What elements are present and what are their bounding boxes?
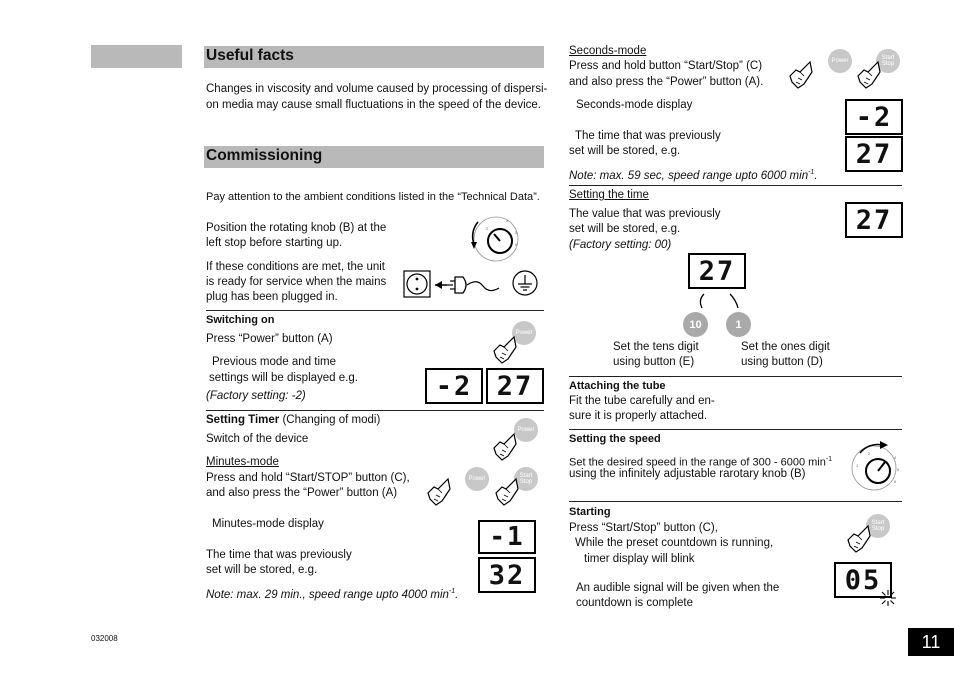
conditions-line1: If these conditions are met, the unit [206, 261, 385, 273]
plug-icon [433, 274, 503, 296]
start-label-3: Start [871, 520, 885, 526]
divider-attaching [569, 376, 902, 377]
lcd-setting-time-center: 27 [688, 253, 746, 289]
previous-mode-line1: Previous mode and time [212, 356, 337, 368]
attaching-line2: sure it is properly attached. [569, 410, 708, 422]
lcd-setting-time-right: 27 [845, 202, 903, 238]
useful-facts-heading: Useful facts [206, 47, 294, 64]
divider-starting [569, 501, 902, 502]
power-button-3-label: Power [468, 476, 486, 482]
seconds-mode-line1: Press and hold button “Start/Stop” (C) [569, 60, 763, 72]
seconds-note-end: . [814, 169, 818, 182]
start-label: Start [519, 473, 533, 479]
hand-pointer-icon-2 [490, 432, 520, 462]
stop-label: Stop [519, 479, 533, 485]
setting-timer-subtitle: (Changing of modi) [279, 414, 381, 426]
power-button-label: Power [515, 330, 533, 336]
hand-pointer-icon [490, 335, 520, 365]
starting-title: Starting [569, 506, 611, 518]
ones-digit-line2: using button (D) [741, 356, 823, 368]
svg-text:5: 5 [897, 467, 900, 472]
speed-line1-text: Set the desired speed in the range of 300 - 6000 min [569, 456, 826, 469]
svg-text:5: 5 [515, 230, 518, 235]
svg-text:6: 6 [515, 242, 518, 247]
switching-on-press: Press “Power” button (A) [206, 333, 333, 345]
svg-text:6: 6 [894, 479, 897, 484]
lcd-seconds-time: 27 [845, 136, 903, 172]
seconds-stored-line1: The time that was previously [575, 130, 721, 142]
commissioning-heading: Commissioning [206, 147, 323, 164]
switching-on-title: Switching on [206, 314, 275, 326]
minutes-mode-line1: Press and hold “Start/STOP” button (C), [206, 472, 410, 484]
speed-knob-icon[interactable] [842, 437, 904, 495]
hand-pointer-icon-7 [844, 524, 874, 554]
tens-digit-line1: Set the tens digit [613, 341, 699, 353]
power-button-2-label: Power [517, 427, 535, 433]
lcd-minutes-time: 32 [478, 557, 536, 593]
starting-line1: Press “Start/Stop” button (C), [569, 522, 718, 534]
socket-icon [403, 270, 431, 298]
hand-pointer-icon-4 [492, 477, 522, 507]
svg-text:4: 4 [506, 218, 509, 223]
svg-text:4: 4 [894, 455, 897, 460]
ones-digit-line1: Set the ones digit [741, 341, 830, 353]
lcd-display-time: 27 [486, 368, 544, 404]
seconds-note-sup: -1 [808, 169, 815, 176]
knob-instruction-line2: left stop before starting up. [206, 237, 343, 249]
useful-facts-line1: Changes in viscosity and volume caused by processing of dispersi- [206, 83, 548, 95]
hand-pointer-icon-3 [424, 477, 454, 507]
previous-mode-line2: settings will be displayed e.g. [209, 372, 358, 384]
lcd-minutes-mode: -1 [478, 520, 536, 554]
seconds-note [569, 165, 818, 184]
minutes-note-sup: -1 [448, 588, 456, 595]
power-button-4[interactable] [828, 49, 852, 73]
setting-speed-title: Setting the speed [569, 433, 661, 445]
ones-digit-button[interactable]: 1 [726, 312, 751, 337]
seconds-note-text: Note: max. 59 sec, speed range upto 6000 min [569, 169, 809, 182]
starting-line4: An audible signal will be given when the [576, 582, 780, 594]
seconds-mode-line2: and also press the “Power” button (A). [569, 76, 764, 88]
speed-line1-sup: -1 [825, 456, 833, 463]
knob-instruction-line1: Position the rotating knob (B) at the [206, 222, 387, 234]
setting-time-factory: (Factory setting: 00) [569, 239, 672, 251]
starting-line2: While the preset countdown is running, [575, 537, 774, 549]
minutes-note [206, 584, 458, 603]
conditions-line2: is ready for service when the mains [206, 276, 387, 288]
minutes-note-text: Note: max. 29 min., speed range upto 4000 min [206, 588, 449, 601]
blink-icon [878, 588, 898, 608]
divider-setting-timer [206, 410, 544, 411]
hand-pointer-icon-6 [854, 60, 884, 90]
useful-facts-heading-bar [204, 46, 544, 68]
conditions-line3: plug has been plugged in. [206, 291, 338, 303]
setting-time-line1: The value that was previously [569, 208, 721, 220]
factory-setting-minus2: (Factory setting: -2) [206, 390, 306, 402]
minutes-mode-line2: and also press the “Power” button (A) [206, 487, 398, 499]
seconds-stored-line2: set will be stored, e.g. [569, 145, 681, 157]
lcd-display-mode: -2 [425, 368, 483, 404]
attaching-tube-title: Attaching the tube [569, 380, 666, 392]
divider-switching-on [206, 310, 544, 311]
tens-digit-line2: using button (E) [613, 356, 695, 368]
minutes-note-end: . [455, 588, 459, 601]
stored-time-line1: The time that was previously [206, 549, 352, 561]
switch-off-device: Switch of the device [206, 433, 309, 445]
attaching-line1: Fit the tube carefully and en- [569, 395, 715, 407]
start-label-2: Start [881, 55, 895, 61]
setting-time-title: Setting the time [569, 189, 649, 201]
starting-line3: timer display will blink [584, 553, 695, 565]
stop-label-2: Stop [881, 61, 895, 67]
speed-line2: using the infinitely adjustable rarotary knob (B) [569, 468, 806, 480]
seconds-mode-display-label: Seconds-mode display [576, 99, 693, 111]
minutes-mode-display-label: Minutes-mode display [212, 518, 324, 530]
rotary-knob-icon [462, 212, 526, 262]
stored-time-line2: set will be stored, e.g. [206, 564, 318, 576]
commissioning-heading-bar [204, 146, 544, 168]
power-button-4-label: Power [831, 58, 849, 64]
document-code: 032008 [91, 634, 118, 643]
ambient-note: Pay attention to the ambient conditions listed in the “Technical Data”. [206, 191, 540, 203]
svg-text:1: 1 [856, 463, 859, 468]
setting-time-line2: set will be stored, e.g. [569, 223, 681, 235]
tens-digit-button[interactable]: 10 [683, 312, 708, 337]
divider-setting-time [569, 185, 902, 186]
useful-facts-line2: on media may cause small fluctuations in the speed of the device. [206, 99, 541, 111]
minutes-mode-title: Minutes-mode [206, 456, 279, 468]
lcd-countdown: 05 [834, 562, 892, 598]
ground-icon [512, 270, 538, 296]
divider-speed [569, 429, 902, 430]
seconds-mode-title: Seconds-mode [569, 45, 647, 57]
setting-timer-title-line [206, 413, 380, 429]
hand-pointer-icon-5 [786, 60, 816, 90]
stop-label-3: Stop [871, 526, 885, 532]
side-tab-marker [91, 45, 182, 68]
svg-text:2: 2 [486, 226, 489, 231]
setting-timer-title: Setting Timer [206, 414, 280, 426]
power-button-3[interactable] [465, 467, 489, 491]
starting-line5: countdown is complete [576, 597, 693, 609]
svg-text:2: 2 [868, 451, 871, 456]
bracket-lines [690, 292, 750, 312]
page-number: 11 [908, 628, 954, 656]
lcd-seconds-mode: -2 [845, 99, 903, 135]
